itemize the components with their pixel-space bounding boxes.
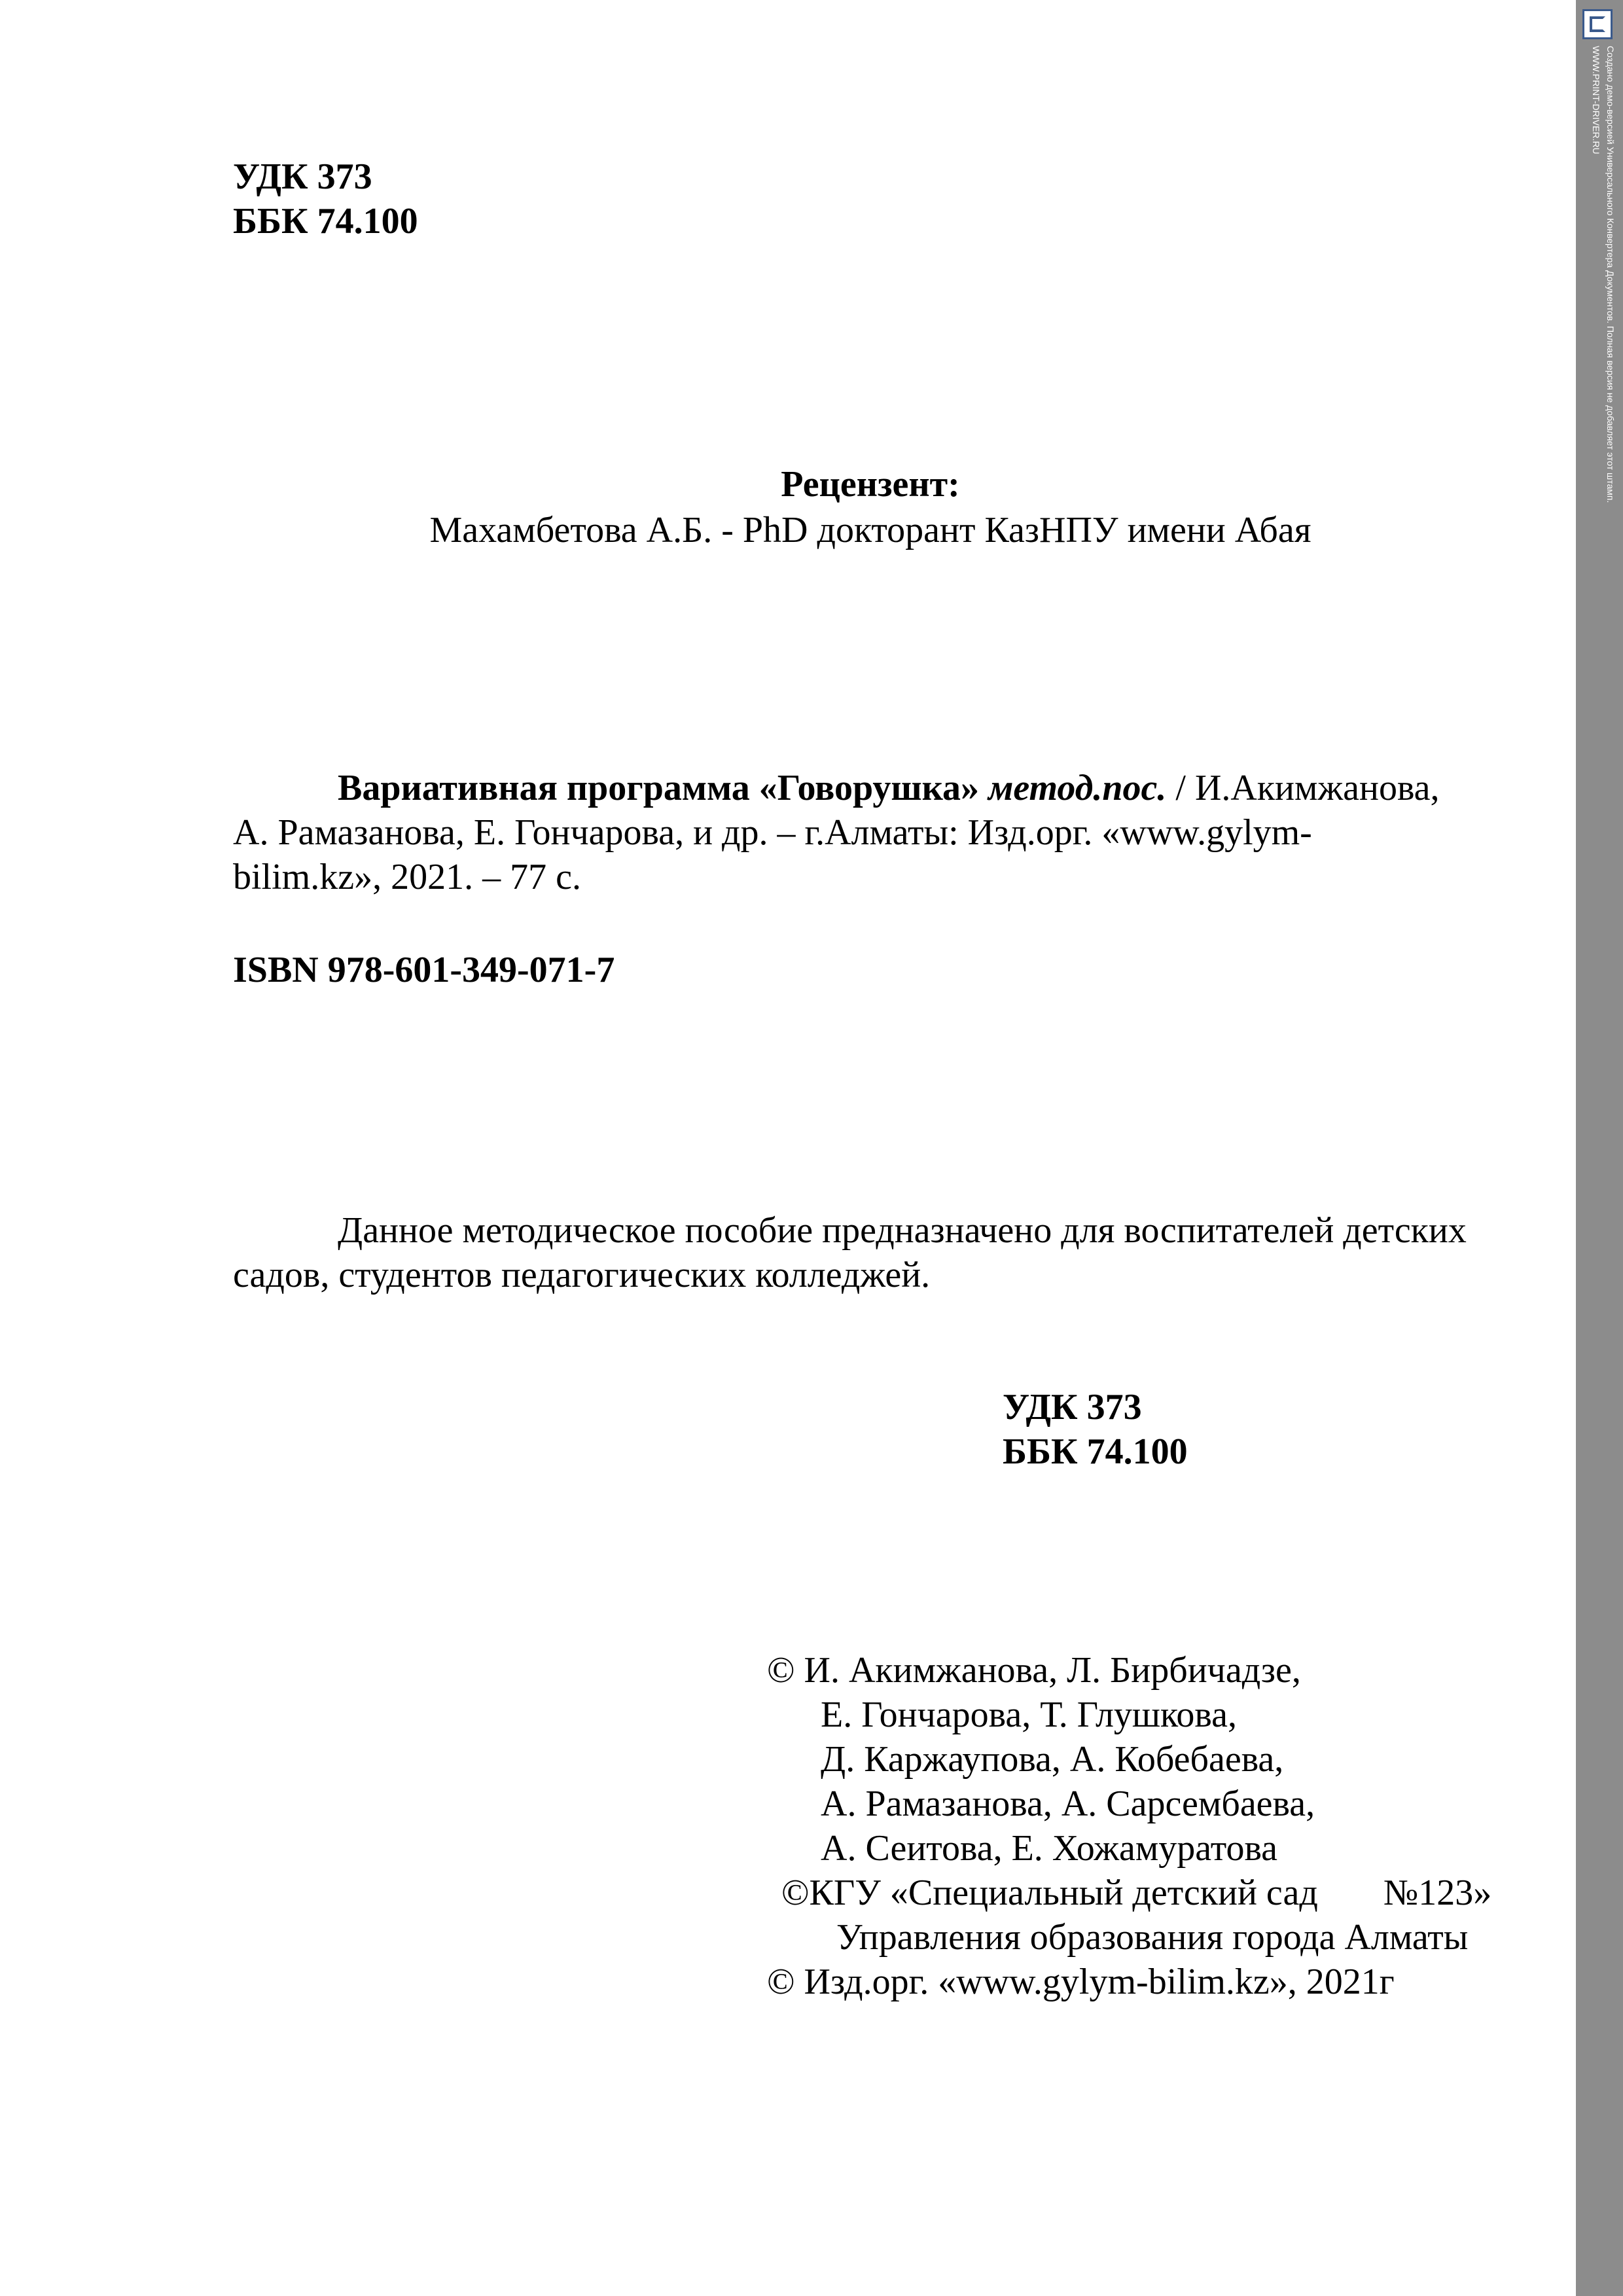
reviewer-name: Махамбетова А.Б. - PhD докторант КазНПУ имени Абая xyxy=(429,510,1311,550)
reviewer-heading: Рецензент: xyxy=(781,464,960,505)
classification-top xyxy=(233,154,418,243)
watermark-line-2: WWW.PRINT-DRIVER.RU xyxy=(1591,46,1601,154)
watermark-line-1: Создано демо-версией Универсального Конвертера Документов. Полная версия не добавляет этот штамп. xyxy=(1605,46,1616,503)
copyright-line-1: © И. Акимжанова, Л. Бирбичадзе, xyxy=(767,1650,1301,1691)
udk-code: УДК 373 xyxy=(233,156,372,197)
kindergarten-name: ©КГУ «Специальный детский сад xyxy=(781,1873,1318,1913)
watermark-text xyxy=(1578,46,1618,700)
biblio-line-2: А. Рамазанова, Е. Гончарова, и др. – г.Алматы: Изд.орг. «www.gylym- xyxy=(233,812,1312,853)
kindergarten-number: №123» xyxy=(1383,1873,1492,1913)
copyright-line-7: Управления образования города Алматы xyxy=(836,1917,1469,1958)
bibliographic-record xyxy=(233,766,1542,899)
copyright-line-5: А. Сеитова, Е. Хожамуратова xyxy=(821,1828,1278,1869)
bbk-code: ББК 74.100 xyxy=(233,201,418,242)
copyright-line-3: Д. Каржаупова, А. Кобебаева, xyxy=(821,1739,1284,1780)
copyright-line-6 xyxy=(767,1871,1520,1915)
description-line-1: Данное методическое пособие предназначено для воспитателей детских xyxy=(338,1210,1467,1251)
book-title: Вариативная программа «Говорушка» xyxy=(338,768,980,808)
udk-code-bottom: УДК 373 xyxy=(1003,1387,1142,1427)
authors-start: / И.Акимжанова, xyxy=(1166,768,1440,808)
converter-logo-icon xyxy=(1582,9,1613,39)
bbk-code-bottom: ББК 74.100 xyxy=(1003,1431,1188,1472)
copyright-block xyxy=(767,1648,1520,2004)
description xyxy=(233,1208,1542,1297)
classification-bottom xyxy=(1003,1385,1188,1474)
copyright-line-8: © Изд.орг. «www.gylym-bilim.kz», 2021г xyxy=(767,1962,1395,2002)
copyright-line-2: Е. Гончарова, Т. Глушкова, xyxy=(821,1695,1237,1735)
biblio-line-3: bilim.kz», 2021. – 77 с. xyxy=(233,857,581,897)
isbn: ISBN 978-601-349-071-7 xyxy=(233,950,615,990)
copyright-line-4: А. Рамазанова, А. Сарсембаева, xyxy=(821,1784,1315,1824)
book-type: метод.пос. xyxy=(988,768,1167,808)
biblio-line-1 xyxy=(233,766,1542,810)
description-line-2: садов, студентов педагогических колледжей. xyxy=(233,1255,931,1295)
